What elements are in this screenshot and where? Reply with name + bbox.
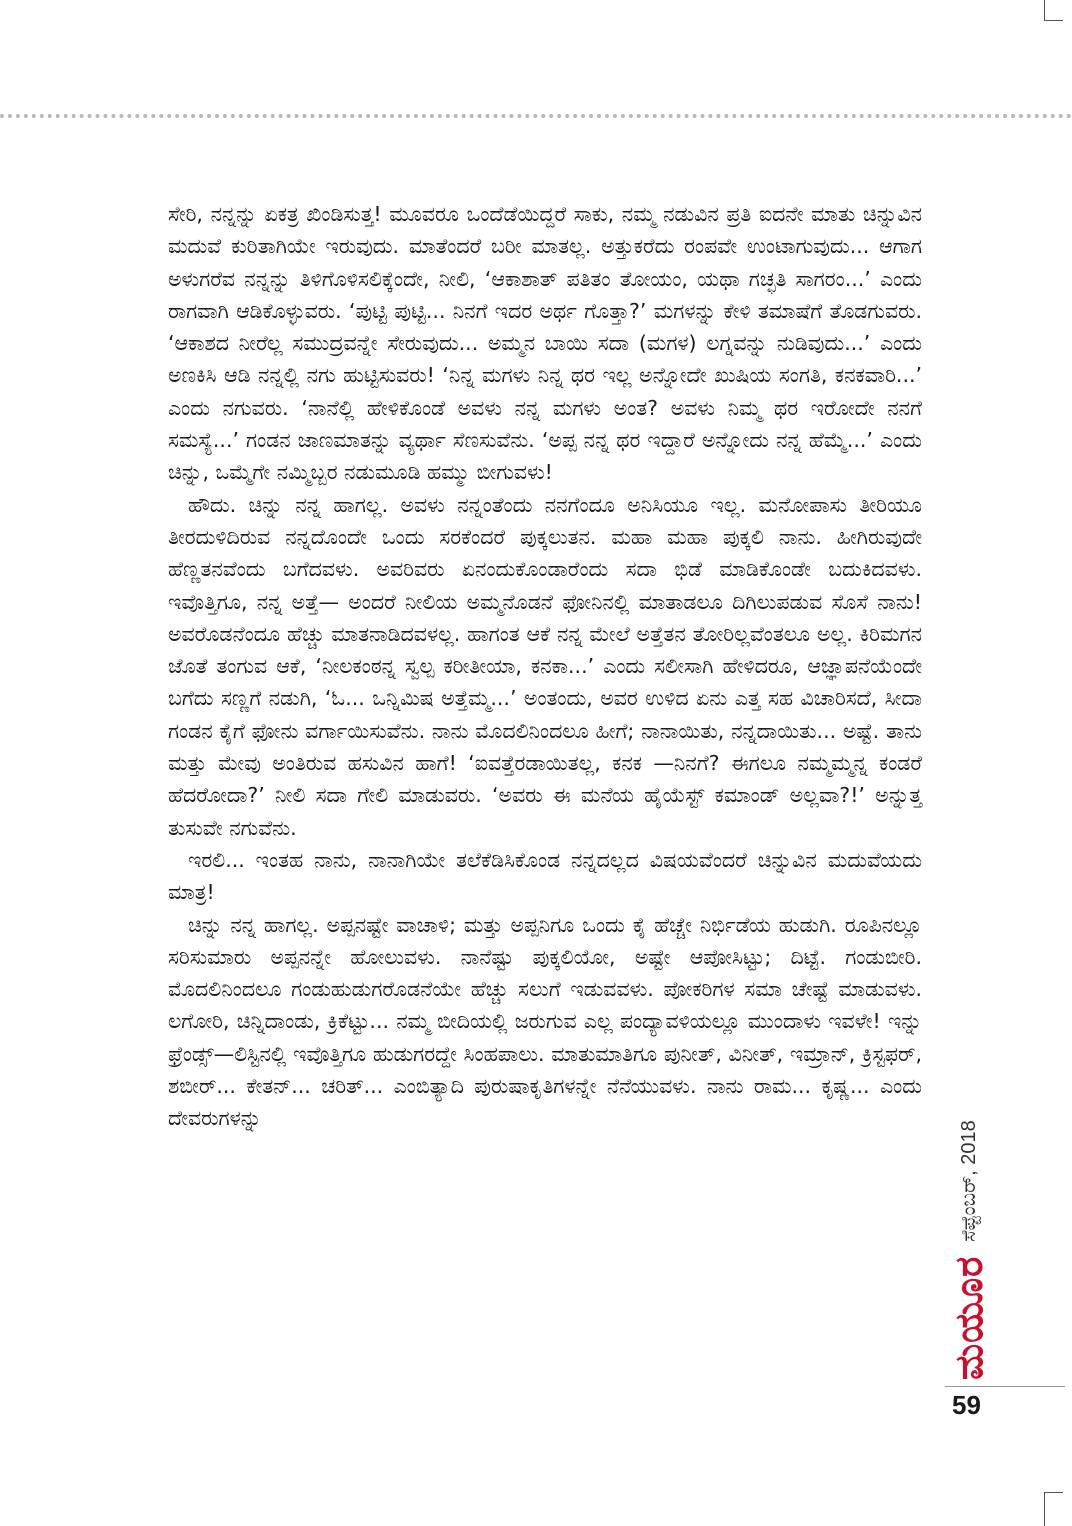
crop-mark-top xyxy=(1044,0,1063,21)
sidebar-rotated xyxy=(948,1090,990,1380)
magazine-logo: ಮಯೂರ xyxy=(947,1255,991,1380)
crop-mark-bottom xyxy=(1044,1492,1063,1526)
issue-date: ಸೆಪ್ಟೆಂಬರ್, 2018 xyxy=(958,1120,980,1242)
paragraph-1: ಸೇರಿ, ನನ್ನನ್ನು ಏಕತ್ರ ಖಿಂಡಿಸುತ್ತ! ಮೂವರೂ ಒಂದೆಡೆಯಿದ್ದರೆ ಸಾಕು, ನಮ್ಮ ನಡುವಿನ ಪ್ರತಿ ಐದನೇ ಮಾತು ಚಿನ್ನುವಿನ ಮದುವೆ ಕುರಿತಾಗಿಯೇ ಇರುವುದು. ಮಾತೆಂದರೆ ಬರೀ ಮಾತಲ್ಲ. ಅತ್ತುಕರೆದು ರಂಪವೇ ಉಂಟಾಗುವುದು... ಆಗಾಗ ಅಳುಗರೆವ ನನ್ನನ್ನು ತಿಳಿಗೊಳಿಸಲಿಕ್ಕೆಂದೇ, ನೀಲಿ, ‘ಆಕಾಶಾತ್ ಪತಿತಂ ತೋಯಂ, ಯಥಾ ಗಚ್ಛತಿ ಸಾಗರಂ...’ ಎಂದು ರಾಗವಾಗಿ ಆಡಿಕೊಳ್ಳುವರು. ‘ಪುಟ್ಟಿ ಪುಟ್ಟಿ... ನಿನಗೆ ಇದರ ಅರ್ಥ ಗೊತ್ತಾ?’ ಮಗಳನ್ನು ಕೇಳಿ ತಮಾಷೆಗೆ ತೊಡಗುವರು. ‘ಆಕಾಶದ ನೀರೆಲ್ಲ ಸಮುದ್ರವನ್ನೇ ಸೇರುವುದು... ಅಮ್ಮನ ಬಾಯಿ ಸದಾ (ಮಗಳ) ಲಗ್ನವನ್ನು ನುಡಿವುದು...’ ಎಂದು ಅಣಕಿಸಿ ಆಡಿ ನನ್ನಲ್ಲಿ ನಗು ಹುಟ್ಟಿಸುವರು! ‘ನಿನ್ನ ಮಗಳು ನಿನ್ನ ಥರ ಇಲ್ಲ ಅನ್ನೋದೇ ಖುಷಿಯ ಸಂಗತಿ, ಕನಕವಾರಿ...’ ಎಂದು ನಗುವರು. ‘ನಾನೆಲ್ಲಿ ಹೇಳಿಕೊಂಡೆ ಅವಳು ನನ್ನ ಮಗಳು ಅಂತ? ಅವಳು ನಿಮ್ಮ ಥರ ಇರೋದೇ ನನಗೆ ಸಮಸ್ಯೆ...’ ಗಂಡನ ಜಾಣಮಾತನ್ನು ವ್ಯರ್ಥಾ ಸೆಣಸುವೆನು. ‘ಅಪ್ಪ ನನ್ನ ಥರ ಇದ್ದಾರೆ ಅನ್ನೋದು ನನ್ನ ಹೆಮ್ಮೆ...’ ಎಂದು ಚಿನ್ನು, ಒಮ್ಮೆಗೇ ನಮ್ಮಿಬ್ಬರ ನಡುಮೂಡಿ ಹಮ್ಮು ಬೀಗುವಳು! xyxy=(168,202,922,485)
paragraph-2: ಹೌದು. ಚಿನ್ನು ನನ್ನ ಹಾಗಲ್ಲ. ಅವಳು ನನ್ನಂತೆಂದು ನನಗೆಂದೂ ಅನಿಸಿಯೂ ಇಲ್ಲ. ಮನೋಪಾಸು ತೀರಿಯೂ ತೀರದುಳಿದಿರುವ ನನ್ನದೊಂದೇ ಒಂದು ಸರಕೆಂದರೆ ಪುಕ್ಕಲುತನ. ಮಹಾ ಮಹಾ ಪುಕ್ಕಲಿ ನಾನು. ಹೀಗಿರುವುದೇ ಹೆಣ್ಣತನವೆಂದು ಬಗೆದವಳು. ಅವರಿವರು ಏನಂದುಕೊಂಡಾರೆಂದು ಸದಾ ಭಿಡೆ ಮಾಡಿಕೊಂಡೇ ಬದುಕಿದವಳು. ಇವೊತ್ತಿಗೂ, ನನ್ನ ಅತ್ತೆ— ಅಂದರೆ ನೀಲಿಯ ಅಮ್ಮನೊಡನೆ ಫೋನಿನಲ್ಲಿ ಮಾತಾಡಲೂ ದಿಗಿಲುಪಡುವ ಸೊಸೆ ನಾನು! ಅವರೊಡನೆಂದೂ ಹೆಚ್ಚು ಮಾತನಾಡಿದವಳಲ್ಲ. ಹಾಗಂತ ಆಕೆ ನನ್ನ ಮೇಲೆ ಅತ್ತೆತನ ತೋರಿಲ್ಲವೆಂತಲೂ ಅಲ್ಲ. ಕಿರಿಮಗನ ಜೊತೆ ತಂಗುವ ಆಕೆ, ‘ನೀಲಕಂಠನ್ನ ಸ್ವಲ್ಪ ಕರೀತೀಯಾ, ಕನಕಾ...’ ಎಂದು ಸಲೀಸಾಗಿ ಹೇಳಿದರೂ, ಆಜ್ಞಾಪನೆಯೆಂದೇ ಬಗೆದು ಸಣ್ಣಗೆ ನಡುಗಿ, ‘ಓ... ಒನ್ನಿಮಿಷ ಅತ್ತೆಮ್ಮ...’ ಅಂತಂದು, ಅವರ ಉಳಿದ ಏನು ಎತ್ತ ಸಹ ವಿಚಾರಿಸದೆ, ಸೀದಾ ಗಂಡನ ಕೈಗೆ ಫೋನು ವರ್ಗಾಯಿಸುವೆನು. ನಾನು ಮೊದಲಿನಿಂದಲೂ ಹೀಗೆ; ನಾನಾಯಿತು, ನನ್ನದಾಯಿತು... ಅಷ್ಟೆ. ತಾನು ಮತ್ತು ಮೇವು ಅಂತಿರುವ ಹಸುವಿನ ಹಾಗೆ! ‘ಐವತ್ತೆರಡಾಯಿತಲ್ಲ, ಕನಕ —ನಿನಗೆ? ಈಗಲೂ ನಮ್ಮಮ್ಮನ್ನ ಕಂಡರೆ ಹೆದರೋದಾ?’ ನೀಲಿ ಸದಾ ಗೇಲಿ ಮಾಡುವರು. ‘ಅವರು ಈ ಮನೆಯ ಹೈಯೆಸ್ಟ್ ಕಮಾಂಡ್ ಅಲ್ಲವಾ?!’ ಅನ್ನುತ್ತ ತುಸುವೇ ನಗುವೆನು. xyxy=(168,492,922,840)
page-number: 59 xyxy=(952,1390,981,1420)
magazine-sidebar xyxy=(948,1090,990,1380)
folio-rule xyxy=(945,1386,1065,1387)
paragraph-4: ಚಿನ್ನು ನನ್ನ ಹಾಗಲ್ಲ. ಅಪ್ಪನಷ್ಟೇ ವಾಚಾಳಿ; ಮತ್ತು ಅಪ್ಪನಿಗೂ ಒಂದು ಕೈ ಹೆಚ್ಚೇ ನಿರ್ಭಿಡೆಯ ಹುಡುಗಿ. ರೂಪಿನಲ್ಲೂ ಸರಿಸುಮಾರು ಅಪ್ಪನನ್ನೇ ಹೋಲುವಳು. ನಾನೆಷ್ಟು ಪುಕ್ಕಲಿಯೋ, ಅಷ್ಟೇ ಆಪೋಸಿಟ್ಟು; ದಿಟ್ಟೆ. ಗಂಡುಬೀರಿ. ಮೊದಲಿನಿಂದಲೂ ಗಂಡುಹುಡುಗರೊಡನೆಯೇ ಹೆಚ್ಚು ಸಲುಗೆ ಇಡುವವಳು. ಪೋಕರಿಗಳ ಸಮಾ ಚೇಷ್ಟೆ ಮಾಡುವಳು. ಲಗೋರಿ, ಚಿನ್ನಿದಾಂಡು, ಕ್ರಿಕೆಟ್ಟು... ನಮ್ಮ ಬೀದಿಯಲ್ಲಿ ಜರುಗುವ ಎಲ್ಲ ಪಂದ್ಯಾವಳಿಯಲ್ಲೂ ಮುಂದಾಳು ಇವಳೇ! ಇನ್ನು ಫ್ರೆಂಡ್ಸ್—ಲಿಸ್ಟಿನಲ್ಲಿ ಇವೊತ್ತಿಗೂ ಹುಡುಗರದ್ದೇ ಸಿಂಹಪಾಲು. ಮಾತುಮಾತಿಗೂ ಪುನೀತ್, ವಿನೀತ್, ಇಮ್ರಾನ್, ಕ್ರಿಸ್ಟಫರ್, ಶಬೀರ್... ಕೇತನ್... ಚರಿತ್... ಎಂಬಿತ್ಯಾದಿ ಪುರುಷಾಕೃತಿಗಳನ್ನೇ ನೆನೆಯುವಳು. ನಾನು ರಾಮ... ಕೃಷ್ಣ... ಎಂದು ದೇವರುಗಳನ್ನು xyxy=(168,912,922,1131)
header-dotted-rule xyxy=(0,114,1072,118)
paragraph-3: ಇರಲಿ... ಇಂತಹ ನಾನು, ನಾನಾಗಿಯೇ ತಲೆಕೆಡಿಸಿಕೊಂಡ ನನ್ನದಲ್ಲದ ವಿಷಯವೆಂದರೆ ಚಿನ್ನುವಿನ ಮದುವೆಯದು ಮಾತ್ರ! xyxy=(168,847,922,905)
article-body xyxy=(168,198,922,1135)
